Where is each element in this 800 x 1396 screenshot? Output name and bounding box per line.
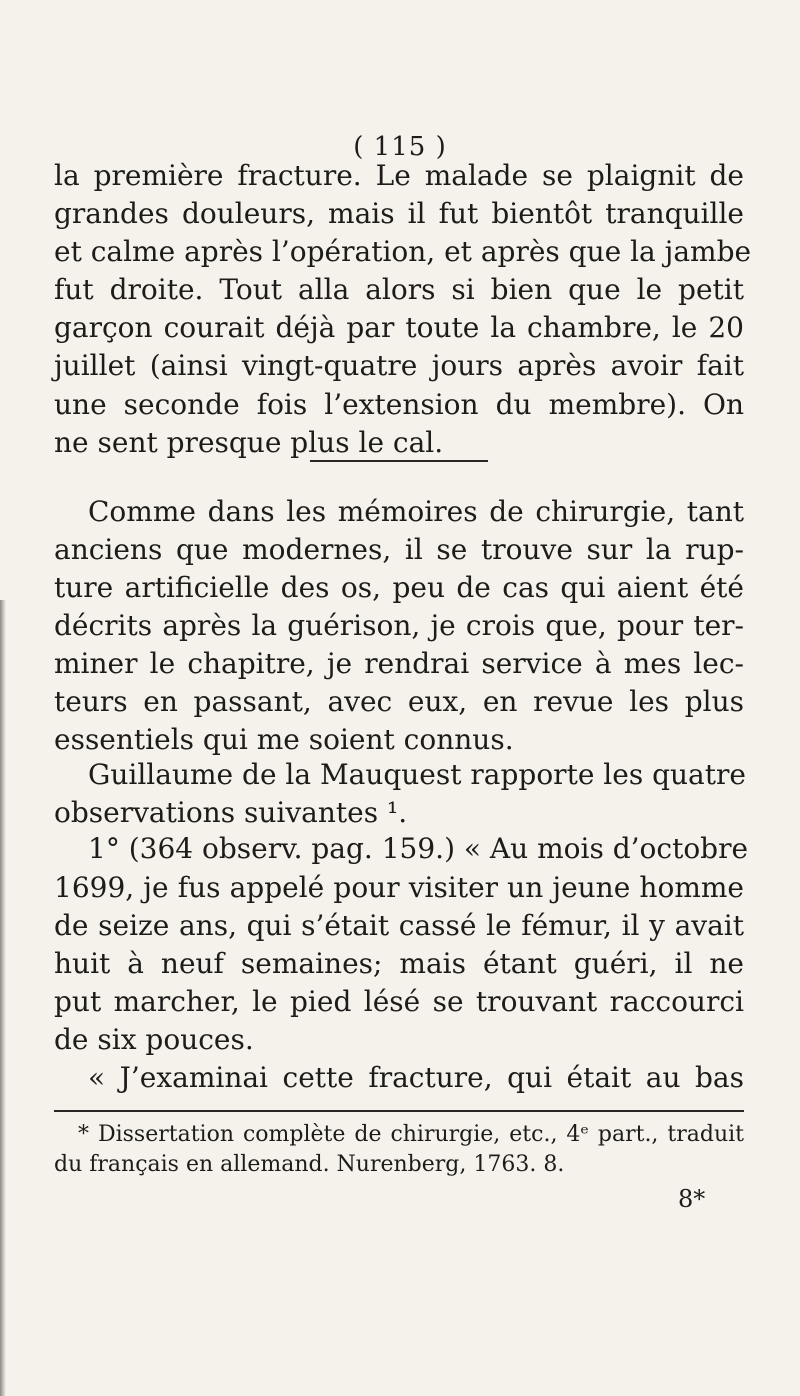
page-edge-shadow <box>0 600 6 1396</box>
text-line: grandes douleurs, mais il fut bientôt tranquille <box>54 197 744 230</box>
text-line: observations suivantes ¹. <box>54 796 408 829</box>
text-line: une seconde fois l’extension du membre). On <box>54 388 744 421</box>
page-number: ( 115 ) <box>353 132 447 162</box>
text-line: put marcher, le pied lésé se trouvant raccourci <box>54 985 744 1018</box>
text-line: garçon courait déjà par toute la chambre, le 20 <box>54 311 744 344</box>
footnote-line: * Dissertation complète de chirurgie, etc., 4ᵉ part., traduit <box>78 1122 744 1147</box>
text-line: de six pouces. <box>54 1023 254 1056</box>
text-line: 1° (364 observ. pag. 159.) « Au mois d’octobre <box>88 832 749 865</box>
text-line: Guillaume de la Mauquest rapporte les quatre <box>88 758 746 791</box>
text-line: anciens que modernes, il se trouve sur la rup- <box>54 533 744 566</box>
section-separator <box>310 460 488 462</box>
text-line: essentiels qui me soient connus. <box>54 723 514 756</box>
text-line: miner le chapitre, je rendrai service à mes lec- <box>54 647 744 680</box>
signature-mark: 8* <box>678 1185 706 1213</box>
text-line: 1699, je fus appelé pour visiter un jeune homme <box>54 871 744 904</box>
footnote-rule <box>54 1110 744 1112</box>
text-line: ne sent presque plus le cal. <box>54 426 444 459</box>
text-line: décrits après la guérison, je crois que, pour ter- <box>54 609 744 642</box>
text-line: et calme après l’opération, et après que la jambe <box>54 235 752 268</box>
text-line: fut droite. Tout alla alors si bien que le petit <box>54 273 744 306</box>
footnote-line: du français en allemand. Nurenberg, 1763. 8. <box>54 1152 565 1177</box>
text-line: « J’examinai cette fracture, qui était au bas <box>88 1061 744 1094</box>
text-line: juillet (ainsi vingt-quatre jours après avoir fait <box>54 349 744 382</box>
text-line: ture artificielle des os, peu de cas qui aient été <box>54 571 744 604</box>
text-line: teurs en passant, avec eux, en revue les plus <box>54 685 744 718</box>
text-line: de seize ans, qui s’était cassé le fémur, il y avait <box>54 909 744 942</box>
text-line: Comme dans les mémoires de chirurgie, tant <box>88 495 744 528</box>
text-line: la première fracture. Le malade se plaignit de <box>54 159 744 192</box>
text-line: huit à neuf semaines; mais étant guéri, il ne <box>54 947 744 980</box>
